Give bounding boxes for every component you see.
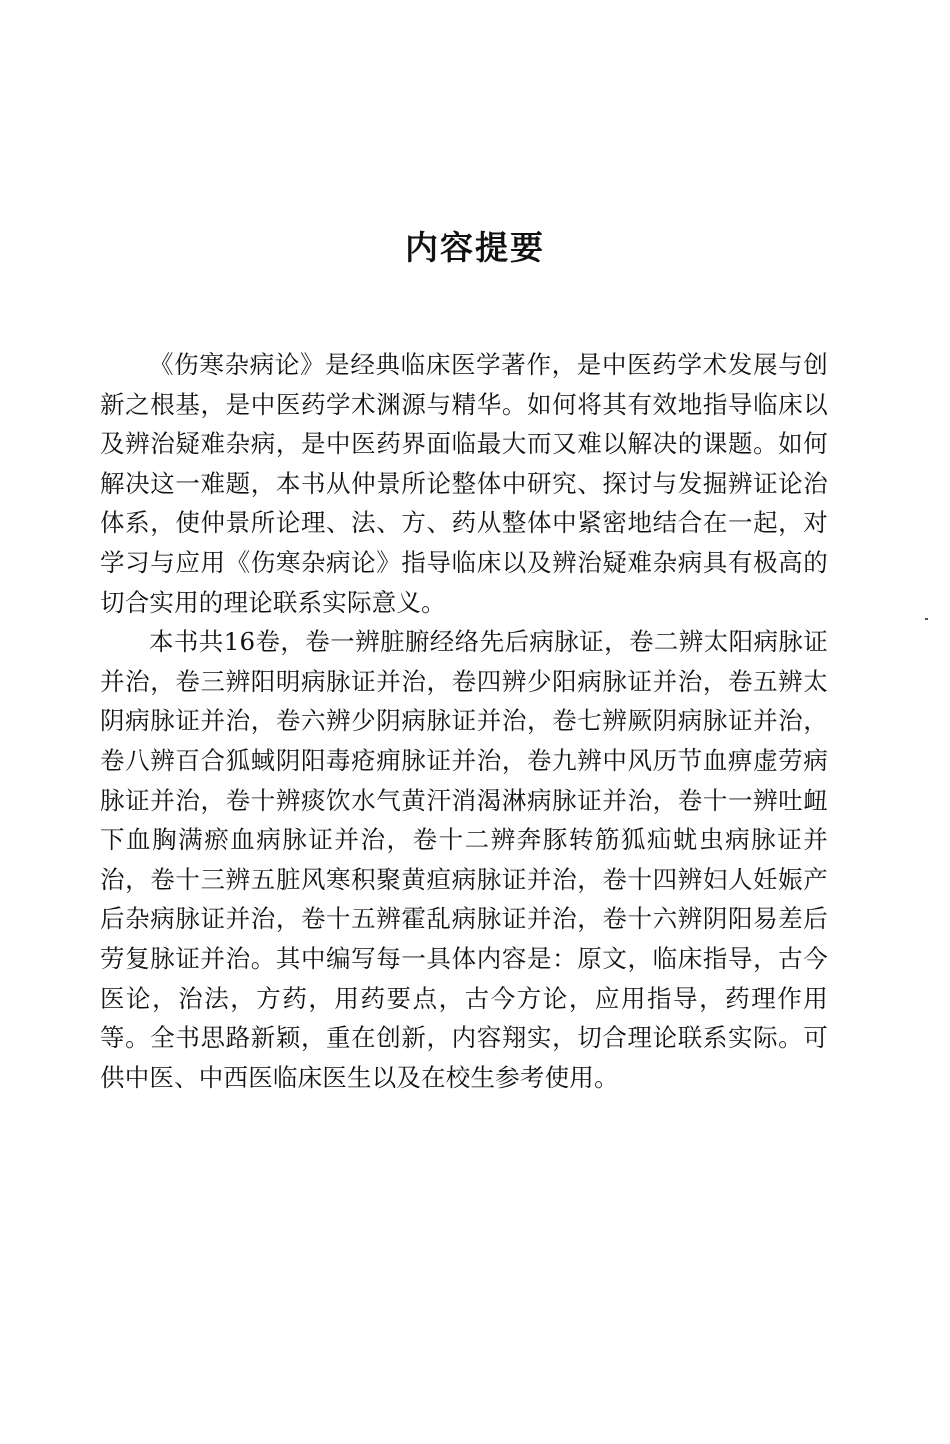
summary-body	[100, 345, 828, 1097]
summary-paragraph-2: 本书共16卷，卷一辨脏腑经络先后病脉证，卷二辨太阳病脉证并治，卷三辨阳明病脉证并治，卷四辨少阳病脉证并治，卷五辨太阴病脉证并治，卷六辨少阴病脉证并治，卷七辨厥阴病脉证并治，卷八辨百合狐蜮阴阳毒疮痈脉证并治，卷九辨中风历节血痹虚劳病脉证并治，卷十辨痰饮水气黄汗消渴淋病脉证并治，卷十一辨吐衄下血胸满瘀血病脉证并治，卷十二辨奔豚转筋狐疝蚘虫病脉证并治，卷十三辨五脏风寒积聚黄疸病脉证并治，卷十四辨妇人妊娠产后杂病脉证并治，卷十五辨霍乱病脉证并治，卷十六辨阴阳易差后劳复脉证并治。其中编写每一具体内容是：原文，临床指导，古今医论，治法，方药，用药要点，古今方论，应用指导，药理作用等。全书思路新颖，重在创新，内容翔实，切合理论联系实际。可供中医、中西医临床医生以及在校生参考使用。	[100, 627, 828, 1092]
scan-speck	[925, 618, 928, 620]
summary-paragraph-1: 《伤寒杂病论》是经典临床医学著作，是中医药学术发展与创新之根基，是中医药学术渊源与精华。如何将其有效地指导临床以及辨治疑难杂病，是中医药界面临最大而又难以解决的课题。如何解决这一难题，本书从仲景所论整体中研究、探讨与发掘辨证论治体系，使仲景所论理、法、方、药从整体中紧密地结合在一起，对学习与应用《伤寒杂病论》指导临床以及辨治疑难杂病具有极高的切合实用的理论联系实际意义。	[100, 350, 828, 617]
page-title: 内容提要	[405, 228, 545, 267]
